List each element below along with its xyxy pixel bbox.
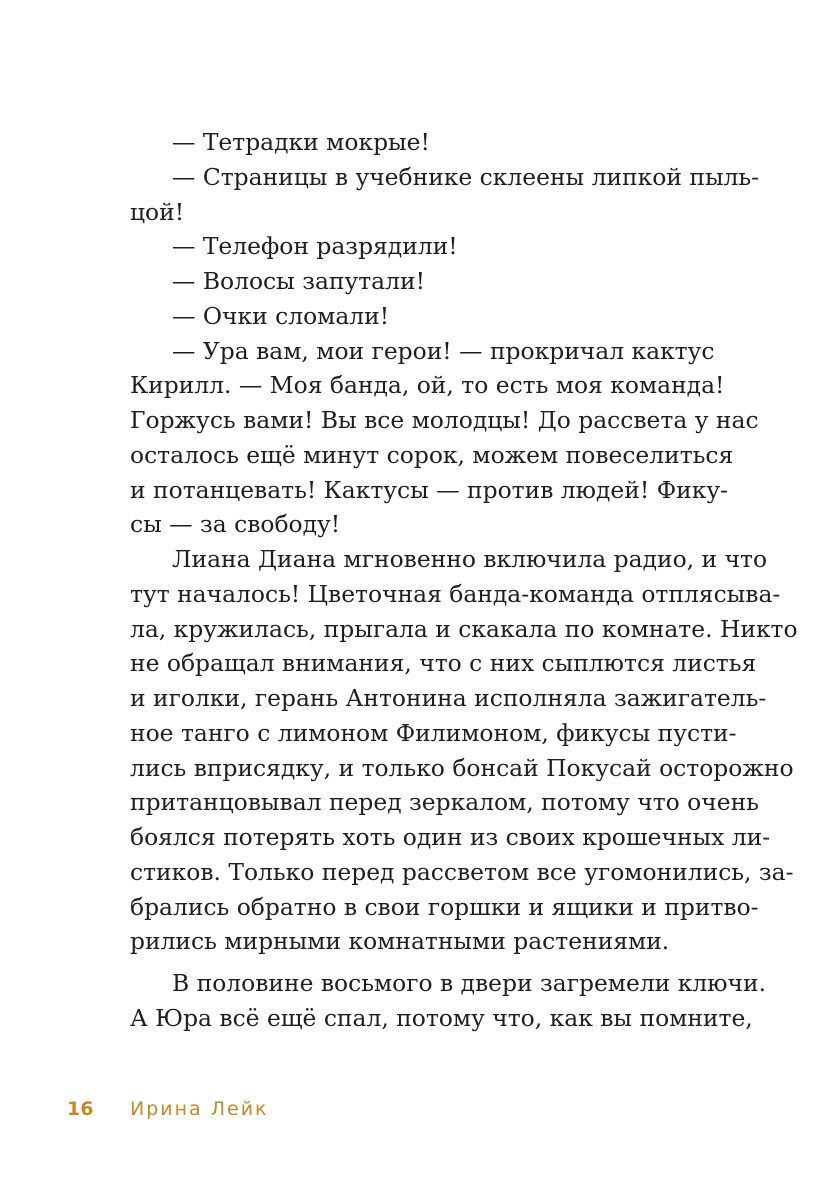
text-line: цой! <box>130 197 185 226</box>
dialogue-line: — Очки сломали! <box>172 301 390 330</box>
text-line: и иголки, герань Антонина исполняла зажигатель- <box>130 684 767 712</box>
text-line: тут началось! Цветочная банда-команда отплясыва- <box>130 579 781 608</box>
dialogue-line: — Волосы запутали! <box>172 267 425 295</box>
text-line: боялся потерять хоть один из своих крошечных ли- <box>130 823 771 851</box>
dialogue-line: — Ура вам, мои герои! — прокричал кактус <box>172 336 715 365</box>
dialogue-line: — Телефон разрядили! <box>172 232 458 261</box>
paragraph-start-line: В половине восьмого в двери загремели ключи. <box>172 969 767 997</box>
page-footer <box>67 1097 269 1121</box>
dialogue-line: — Тетрадки мокрые! <box>172 128 430 156</box>
text-line: лись вприсядку, и только бонсай Покусай осторожно <box>130 753 794 782</box>
text-line: сы — за свободу! <box>130 510 341 539</box>
text-line: Кирилл. — Моя банда, ой, то есть моя команда! <box>130 371 725 400</box>
dialogue-line: — Страницы в учебнике склеены липкой пыль- <box>172 162 760 191</box>
text-line: не обращал внимания, что с них сыплются листья <box>130 649 757 678</box>
text-line: осталось ещё минут сорок, можем повеселиться <box>130 440 734 469</box>
paragraph-start-line: Лиана Диана мгновенно включила радио, и что <box>172 545 768 573</box>
text-line: ла, кружилась, прыгала и скакала по комнате. Никто <box>130 614 798 643</box>
page-number: 16 <box>67 1098 94 1120</box>
paragraph-gap <box>130 959 698 966</box>
text-line: и потанцевать! Кактусы — против людей! Фику- <box>130 475 728 504</box>
book-page-text <box>130 125 798 1036</box>
text-line: ное танго с лимоном Филимоном, фикусы пусти- <box>130 718 737 747</box>
author-name: Ирина Лейк <box>130 1098 269 1120</box>
text-line: Горжусь вами! Вы все молодцы! До рассвета у нас <box>130 406 759 434</box>
text-line: А Юра всё ещё спал, потому что, как вы помните, <box>130 1003 753 1032</box>
text-line: брались обратно в свои горшки и ящики и притво- <box>130 892 759 921</box>
text-line: стиков. Только перед рассветом все угомонились, за- <box>130 857 794 886</box>
text-line: пританцовывал перед зеркалом, потому что очень <box>130 788 759 817</box>
text-line: рились мирными комнатными растениями. <box>130 927 670 956</box>
